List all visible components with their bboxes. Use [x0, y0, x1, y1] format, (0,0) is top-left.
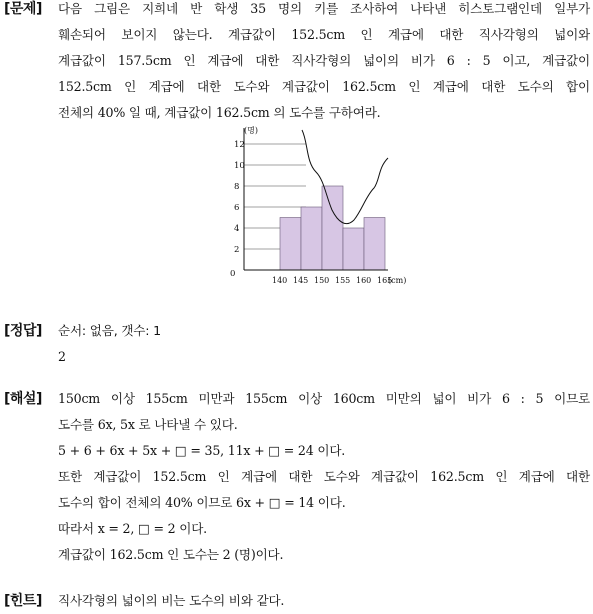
- answer-line: 순서: 없음, 갯수: 1: [58, 323, 161, 338]
- answer-text: [58, 318, 590, 370]
- x-tick-label: 155: [335, 276, 351, 285]
- hint-tag: [힌트]: [4, 593, 42, 609]
- solution-line: 도수를 6x, 5x 로 나타낼 수 있다.: [58, 417, 238, 432]
- y-tick-label: 10: [234, 161, 245, 171]
- histogram-bar: [322, 186, 343, 270]
- answer-line: 2: [58, 349, 66, 364]
- histogram-chart: [228, 122, 418, 290]
- solution-line: 계급값이 162.5cm 인 도수는 2 (명)이다.: [58, 547, 284, 562]
- problem-line: 계급값이 157.5cm 인 계급에 대한 직사각형의 넓이의 비가 6 : 5 이고, 계급값이: [58, 53, 590, 68]
- solution-line: 따라서 x = 2, □ = 2 이다.: [58, 521, 207, 536]
- problem-line: 훼손되어 보이지 않는다. 계급값이 152.5cm 인 계급에 대한 직사각형의 넓이와: [58, 27, 590, 42]
- hint-line: 직사각형의 넓이의 비는 도수의 비와 같다.: [58, 593, 285, 608]
- solution-line: 또한 계급값이 152.5cm 인 계급에 대한 도수와 계급값이 162.5cm 인 계급에 대한: [58, 469, 590, 484]
- solution-tag: [해설]: [4, 391, 42, 407]
- x-tick-label: 160: [356, 276, 372, 285]
- problem-tag: [문제]: [4, 1, 42, 17]
- problem-line: 152.5cm 인 계급에 대한 도수와 계급값이 162.5cm 인 계급에 대한 도수의 합이: [58, 79, 590, 94]
- solution-line: 5 + 6 + 6x + 5x + □ = 35, 11x + □ = 24 이다.: [58, 443, 346, 458]
- problem-line: 다음 그림은 지희네 반 학생 35 명의 키를 조사하여 나타낸 히스토그램인데 일부가: [58, 1, 590, 16]
- x-axis-label: (cm): [388, 276, 407, 285]
- histogram-bar: [364, 218, 385, 271]
- y-tick-label: 8: [234, 182, 240, 192]
- histogram-bar: [343, 228, 364, 270]
- hint-text: [58, 588, 590, 614]
- x-tick-label: 145: [293, 276, 309, 285]
- problem-line: 전체의 40% 일 때, 계급값이 162.5cm 의 도수를 구하여라.: [58, 105, 381, 120]
- y-axis-label: (명): [244, 126, 258, 135]
- histogram-bar: [280, 218, 301, 271]
- y-tick-label: 6: [234, 203, 240, 213]
- origin-label: 0: [230, 269, 236, 279]
- solution-line: 150cm 이상 155cm 미만과 155cm 이상 160cm 미만의 넓이 비가 6 : 5 이므로: [58, 391, 590, 406]
- histogram-bar: [301, 207, 322, 270]
- x-tick-label: 165: [377, 276, 393, 285]
- y-tick-label: 4: [234, 224, 240, 234]
- x-tick-label: 140: [272, 276, 288, 285]
- y-tick-label: 12: [234, 140, 245, 150]
- x-tick-label: 150: [314, 276, 330, 285]
- solution-line: 도수의 합이 전체의 40% 이므로 6x + □ = 14 이다.: [58, 495, 346, 510]
- answer-tag: [정답]: [4, 323, 42, 339]
- y-tick-label: 2: [234, 245, 240, 255]
- solution-text: [58, 386, 590, 568]
- problem-text: [58, 0, 590, 126]
